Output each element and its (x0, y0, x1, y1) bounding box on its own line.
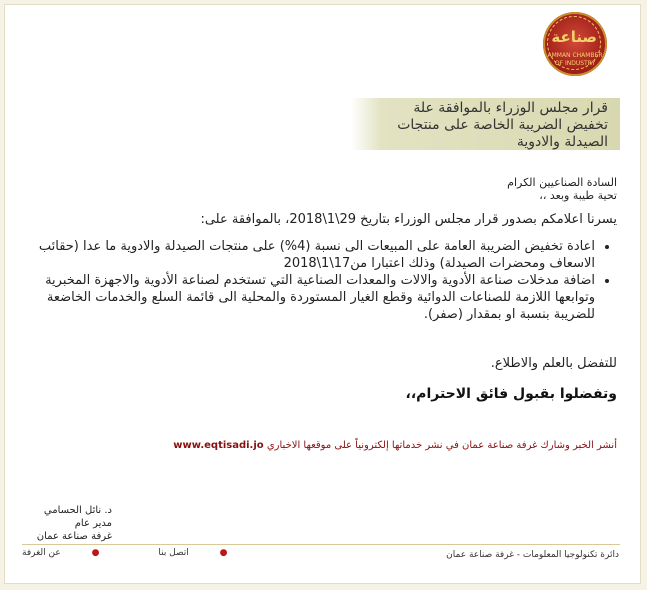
footer-link-contact[interactable] (158, 548, 255, 558)
intro-paragraph: يسرنا اعلامكم بصدور قرار مجلس الوزراء بتاريخ 29\1\2018، بالموافقة على: (200, 212, 617, 227)
closing-regards: وتفضلوا بقبول فائق الاحترام،، (405, 386, 617, 402)
bullet-icon: ● (216, 548, 228, 558)
signatory-name: د. نائل الحسامي (43, 505, 112, 516)
decision-points (15, 238, 617, 323)
footer-link-about[interactable] (22, 548, 127, 558)
signatory-org: غرفة صناعة عمان (36, 531, 112, 542)
footer-links (22, 548, 284, 558)
footer-department: دائرة تكنولوجيا المعلومات - غرفة صناعة عمان (446, 550, 619, 560)
bullet-icon: ● (88, 548, 100, 558)
signature-block (22, 504, 112, 543)
logo-mark: صناعة (551, 28, 597, 46)
salutation (317, 176, 617, 202)
footer-link-contact-label: اتصل بنا (158, 548, 189, 558)
footer-link-about-label: عن الغرفة (22, 548, 61, 558)
notify-line: للتفضل بالعلم والاطلاع. (490, 356, 617, 371)
signatory-title: مدير عام (74, 518, 112, 529)
footer-divider (22, 544, 620, 545)
document-title: قرار مجلس الوزراء بالموافقة علة تخفيض الضريبة الخاصة على منتجات الصيدلة والادوية (397, 100, 608, 150)
decision-point: • اضافة مدخلات صناعة الأدوية والالات والمعدات الصناعية التي تستخدم لصناعة الأدوية والاجهزة المخبرية وتوابعها اللازمة للصناعات الدوائية وقطع الغيار المستوردة والمحلية الى قائمة السلع والخدمات الخاضعة للضريبة بنسبة او بمقدار (صفر). (15, 272, 595, 323)
logo-subtitle: AMMAN CHAMBER OF INDUSTRY (547, 52, 603, 67)
salutation-line-2: تحية طيبة وبعد ،، (539, 189, 617, 202)
news-site-link[interactable]: www.eqtisadi.jo (173, 440, 264, 451)
decision-point: • اعادة تخفيض الضريبة العامة على المبيعات الى نسبة (4%) على منتجات الصيدلة والادوية ما عدا (حقائب الاسعاف ومحضرات الصيدلة) وذلك اعتبارا من17\1\2018 (15, 238, 595, 272)
salutation-line-1: السادة الصناعيين الكرام (507, 176, 617, 189)
title-band (22, 98, 620, 150)
share-text: أنشر الخبر وشارك غرفة صناعة عمان في نشر خدماتها إلكترونياً على موقعها الاخباري (266, 440, 617, 451)
share-note (47, 440, 617, 451)
chamber-logo (543, 12, 607, 76)
